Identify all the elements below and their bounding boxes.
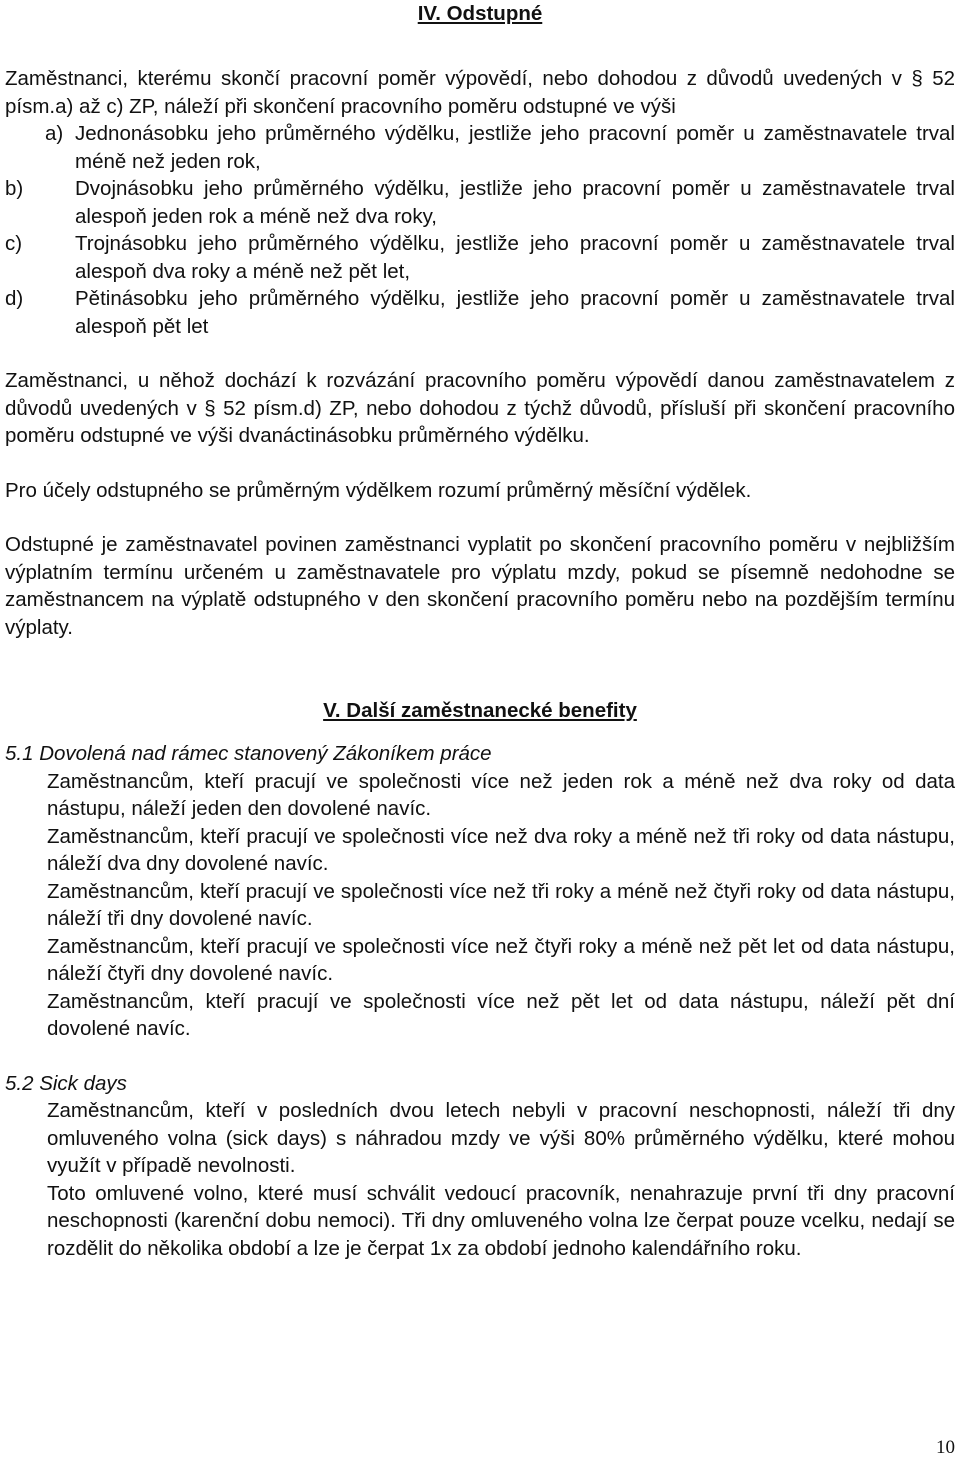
list-item <box>5 230 955 285</box>
list-label: d) <box>5 287 24 310</box>
list-label: c) <box>5 232 23 255</box>
document-page <box>5 0 955 1262</box>
page-number: 10 <box>936 1437 955 1458</box>
list-text: Trojnásobku jeho průměrného výdělku, jestliže jeho pracovní poměr u zaměstnavatele trval alespoň dva roky a méně než pět let, <box>75 232 955 283</box>
vacation-paragraph: Zaměstnancům, kteří pracují ve společnosti více než jeden rok a méně než dva roky od data nástupu, náleží jeden den dovolené navíc. <box>47 769 955 820</box>
severance-paragraph-3: Pro účely odstupného se průměrným výdělkem rozumí průměrný měsíční výdělek. <box>5 478 752 502</box>
sick-days-paragraph: Zaměstnancům, kteří v posledních dvou letech nebyli v pracovní neschopnosti, náleží tři dny omluveného volna (sick days) s náhradou mzdy ve výši 80% průměrného výdělku, které mohou využít v případě nevolnosti. <box>47 1099 955 1177</box>
vacation-paragraph: Zaměstnancům, kteří pracují ve společnosti více než čtyři roky a méně než pět let od data nástupu, náleží čtyři dny dovolené navíc. <box>47 934 955 985</box>
subsection-5-2-title: 5.2 Sick days <box>5 1071 127 1095</box>
severance-paragraph-4: Odstupné je zaměstnavatel povinen zaměstnanci vyplatit po skončení pracovního poměru v nejbližším výplatním termínu určeném u zaměstnavatele pro výplatu mzdy, pokud se písemně nedohodne se zaměstnancem na výplatě odstupného v den skončení pracovního poměru nebo na pozdějším termínu výplaty. <box>5 533 955 639</box>
list-text: Pětinásobku jeho průměrného výdělku, jestliže jeho pracovní poměr u zaměstnavatele trval alespoň pět let <box>75 287 955 338</box>
list-label: b) <box>5 177 24 200</box>
vacation-paragraph: Zaměstnancům, kteří pracují ve společnosti více než tři roky a méně než čtyři roky od data nástupu, náleží tři dny dovolené navíc. <box>47 879 955 930</box>
severance-intro: Zaměstnanci, kterému skončí pracovní poměr výpovědí, nebo dohodou z důvodů uvedených v § 52 písm.a) až c) ZP, náleží při skončení pracovního poměru odstupné ve výši <box>5 67 955 118</box>
list-text: Dvojnásobku jeho průměrného výdělku, jestliže jeho pracovní poměr u zaměstnavatele trval alespoň jeden rok a méně než dva roky, <box>75 177 955 228</box>
list-item <box>5 285 955 340</box>
severance-paragraph-2: Zaměstnanci, u něhož dochází k rozvázání pracovního poměru výpovědí danou zaměstnavatelem z důvodů uvedených v § 52 písm.d) ZP, nebo dohodou z týchž důvodů, přísluší při skončení pracovního poměru odstupné ve výši dvanáctinásobku průměrného výdělku. <box>5 369 955 447</box>
sick-days-paragraph: Toto omluvené volno, které musí schválit vedoucí pracovník, nenahrazuje první tři dny pracovní neschopnosti (karenční dobu nemoci). Tři dny omluveného volna lze čerpat pouze vcelku, nedají se rozdělit do několika období a lze je čerpat 1x za období jednoho kalendářního roku. <box>47 1181 955 1260</box>
list-label: a) <box>45 122 64 145</box>
section-4-title: IV. Odstupné <box>417 2 543 25</box>
vacation-paragraph: Zaměstnancům, kteří pracují ve společnosti více než dva roky a méně než tři roky od data nástupu, náleží dva dny dovolené navíc. <box>47 824 955 875</box>
subsection-5-1-title: 5.1 Dovolená nad rámec stanovený Zákoníkem práce <box>5 742 492 765</box>
list-text: Jednonásobku jeho průměrného výdělku, jestliže jeho pracovní poměr u zaměstnavatele trval méně než jeden rok, <box>75 122 955 173</box>
severance-list <box>5 120 955 340</box>
list-item <box>5 175 955 230</box>
section-5-title: V. Další zaměstnanecké benefity <box>323 699 637 722</box>
vacation-paragraph: Zaměstnancům, kteří pracují ve společnosti více než pět let od data nástupu, náleží pět dní dovolené navíc. <box>47 989 955 1040</box>
list-item <box>5 120 955 175</box>
